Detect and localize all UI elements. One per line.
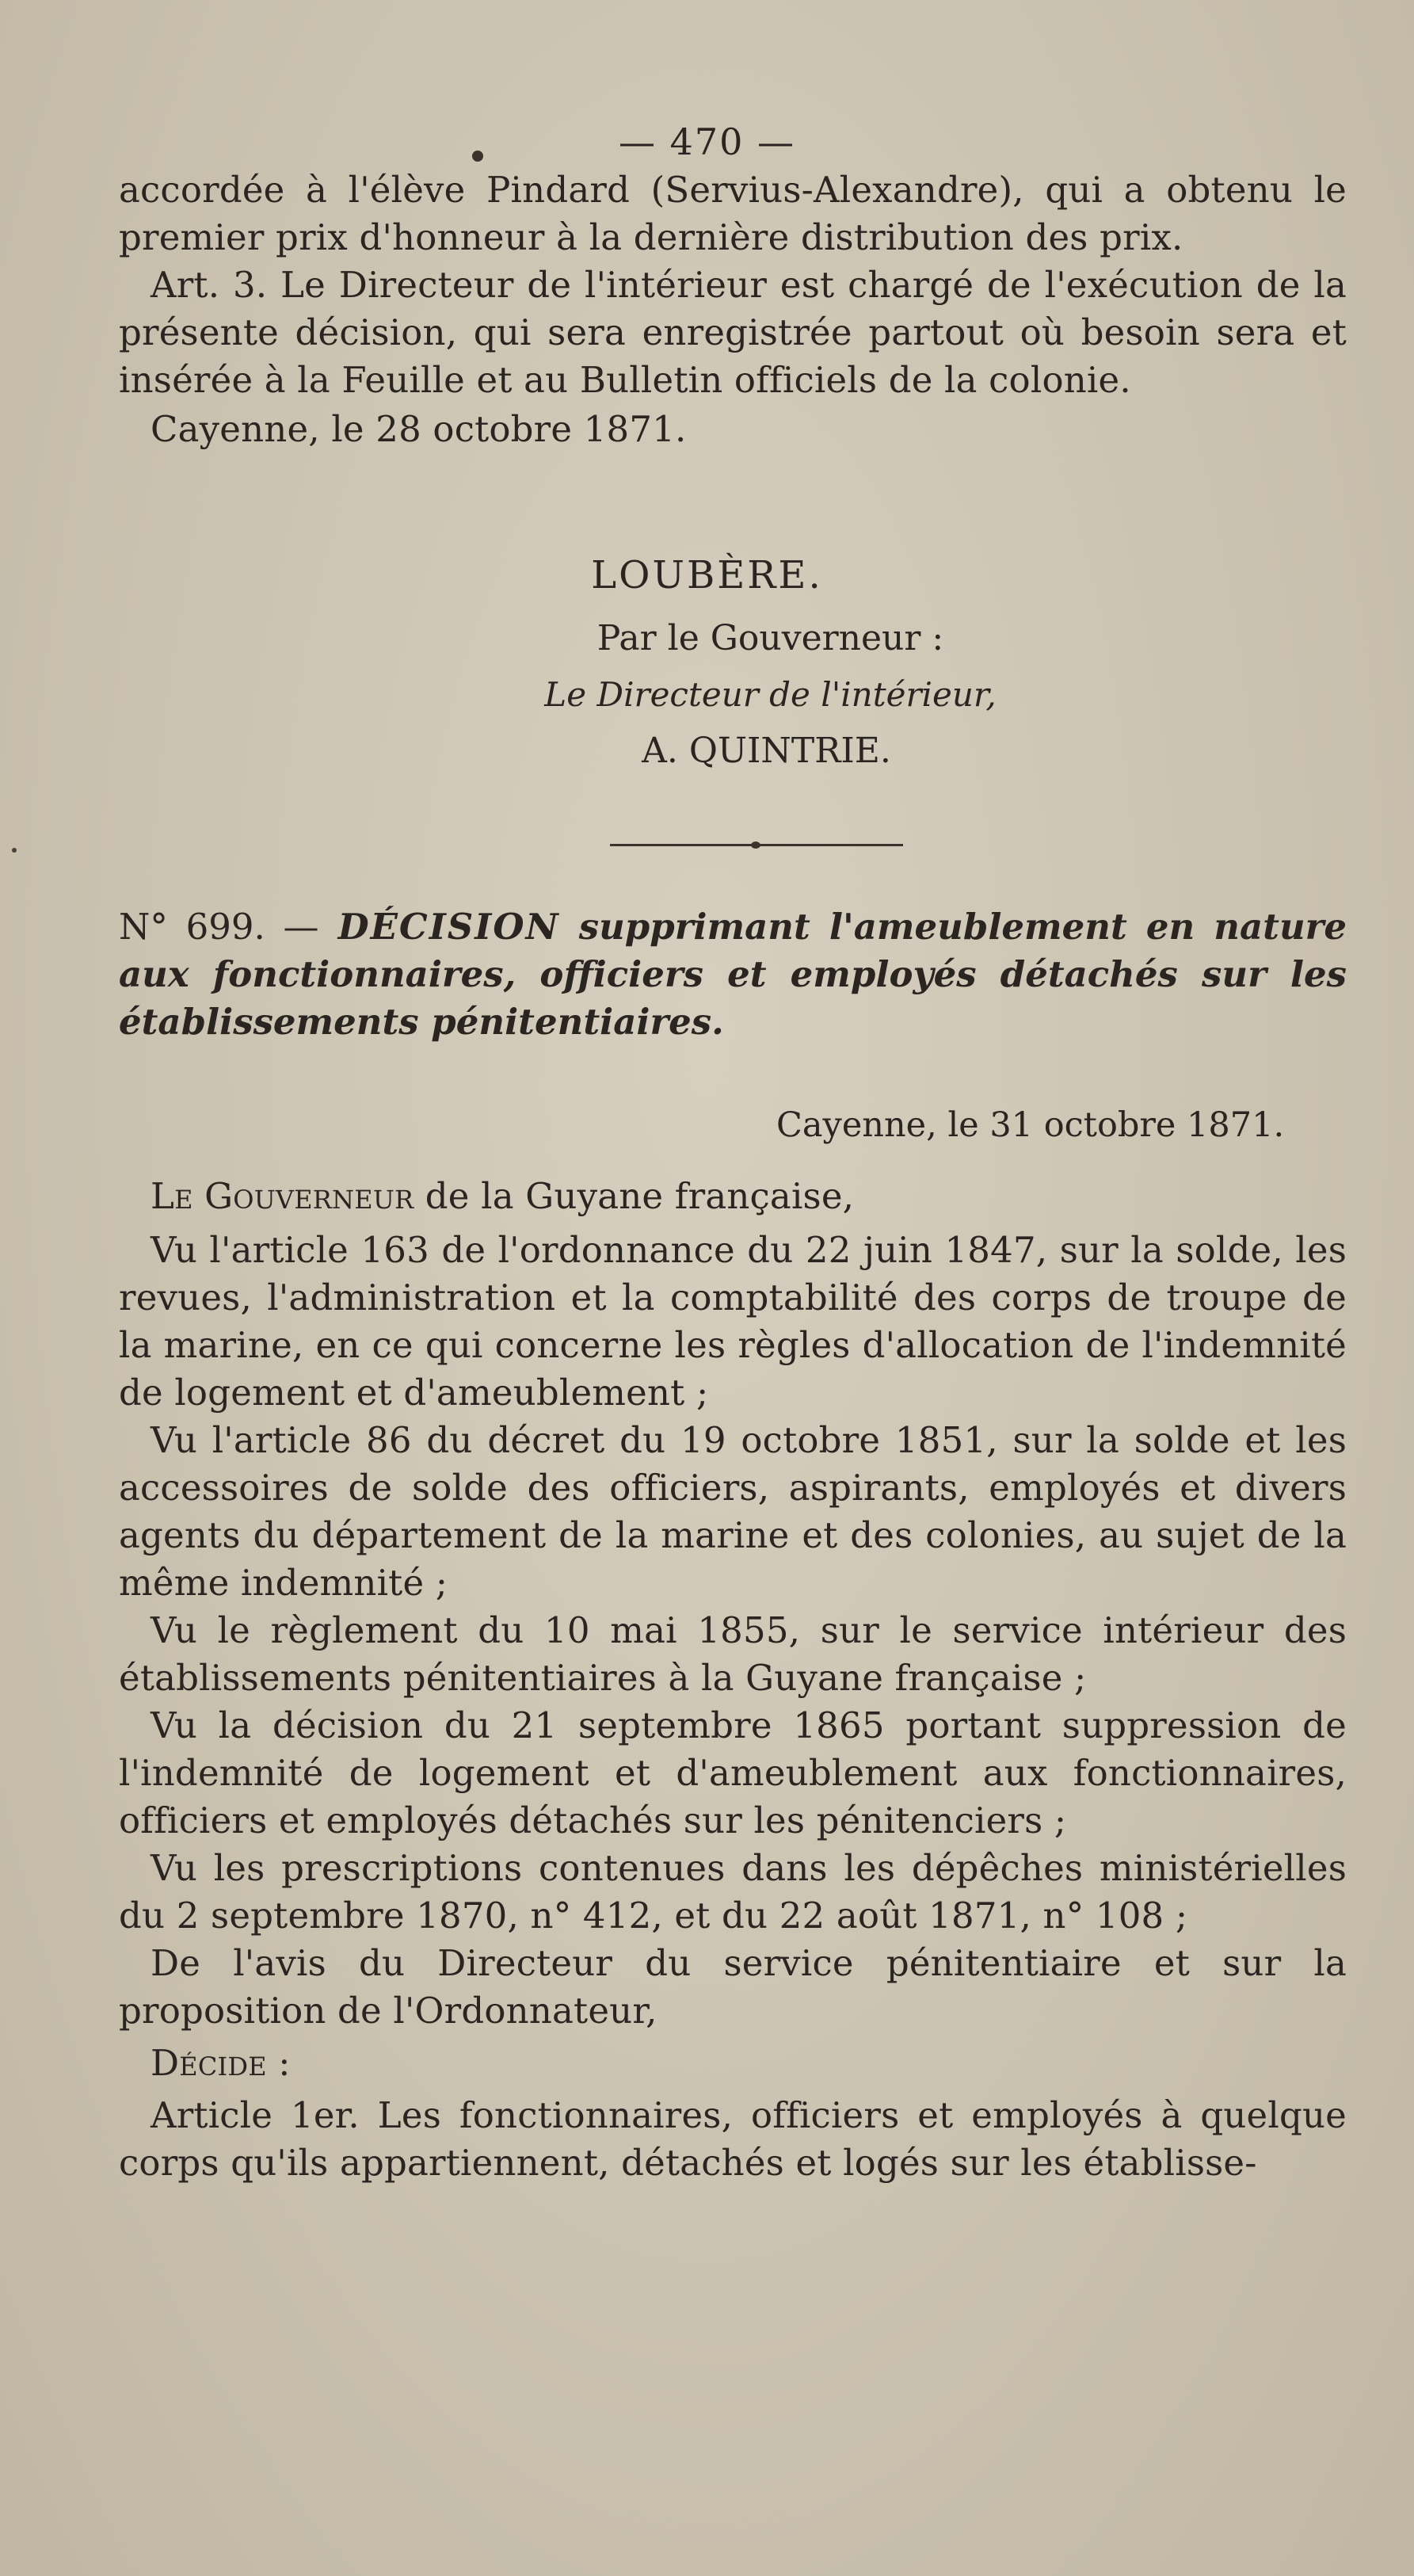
page-number: — 470 — — [618, 120, 796, 163]
decision-date: Cayenne, le 31 octobre 1871. — [776, 1105, 1285, 1145]
paragraph-article-3: Art. 3. Le Directeur de l'intérieur est chargé de l'exécution de la présente décision, qui sera enregistrée partout où besoin sera et insérée à la Feuille et au Bulletin officiels de la colonie. — [119, 264, 1347, 401]
decides-label: Décide : — [151, 2042, 291, 2084]
preamble — [119, 1173, 1347, 1220]
paragraph-continuation: accordée à l'élève Pindard (Servius-Alexandre), qui a obtenu le premier prix d'honneur à la dernière distribution des prix. — [119, 169, 1347, 258]
signature-title: Le Directeur de l'intérieur, — [544, 675, 997, 714]
continuation-text — [119, 166, 1347, 453]
consideration-3: Vu le règlement du 10 mai 1855, sur le service intérieur des établissements pénitentiaires à la Guyane française ; — [119, 1609, 1347, 1699]
preamble-lead: Le Gouverneur — [151, 1175, 414, 1217]
preamble-rest: de la Guyane française, — [414, 1175, 855, 1217]
decision-type: DÉCISION — [337, 906, 560, 948]
decision-body — [119, 1173, 1347, 2187]
ink-speck — [12, 848, 17, 853]
decision-subject: supprimant l'ameublement en nature aux fonctionnaires, officiers et employés détachés sur les établissements pénitentiaires. — [119, 906, 1347, 1043]
consideration-2: Vu l'article 86 du décret du 19 octobre 1851, sur la solde et les accessoires de solde des officiers, aspirants, employés et divers agents du département de la marine et des colonies, au sujet de la même indemnité ; — [119, 1419, 1347, 1604]
consideration-5: Vu les prescriptions contenues dans les dépêches ministérielles du 2 septembre 1870, n° 412, et du 22 août 1871, n° 108 ; — [119, 1847, 1347, 1937]
consideration-6: De l'avis du Directeur du service pénitentiaire et sur la proposition de l'Ordonnateur, — [119, 1942, 1347, 2032]
decision-number: N° 699. — — [119, 906, 319, 948]
article-1: Article 1er. Les fonctionnaires, officiers et employés à quelque corps qu'ils appartiennent, détachés et logés sur les établisse- — [119, 2094, 1347, 2184]
decision-heading — [119, 903, 1347, 1046]
consideration-1: Vu l'article 163 de l'ordonnance du 22 juin 1847, sur la solde, les revues, l'administration et la comptabilité des corps de troupe de la marine, en ce qui concerne les règles d'allocation de l'indemnité de logement et d'ameublement ; — [119, 1229, 1347, 1414]
signature-for: Par le Gouverneur : — [596, 618, 944, 658]
consideration-4: Vu la décision du 21 septembre 1865 portant suppression de l'indemnité de logement et d'ameublement aux fonctionnaires, officiers et employés détachés sur les pénitenciers ; — [119, 1704, 1347, 1841]
signature-governor: LOUBÈRE. — [591, 553, 823, 597]
section-divider — [610, 844, 903, 846]
paragraph-place-date: Cayenne, le 28 octobre 1871. — [151, 408, 687, 450]
signature-signer: A. QUINTRIE. — [642, 731, 891, 771]
